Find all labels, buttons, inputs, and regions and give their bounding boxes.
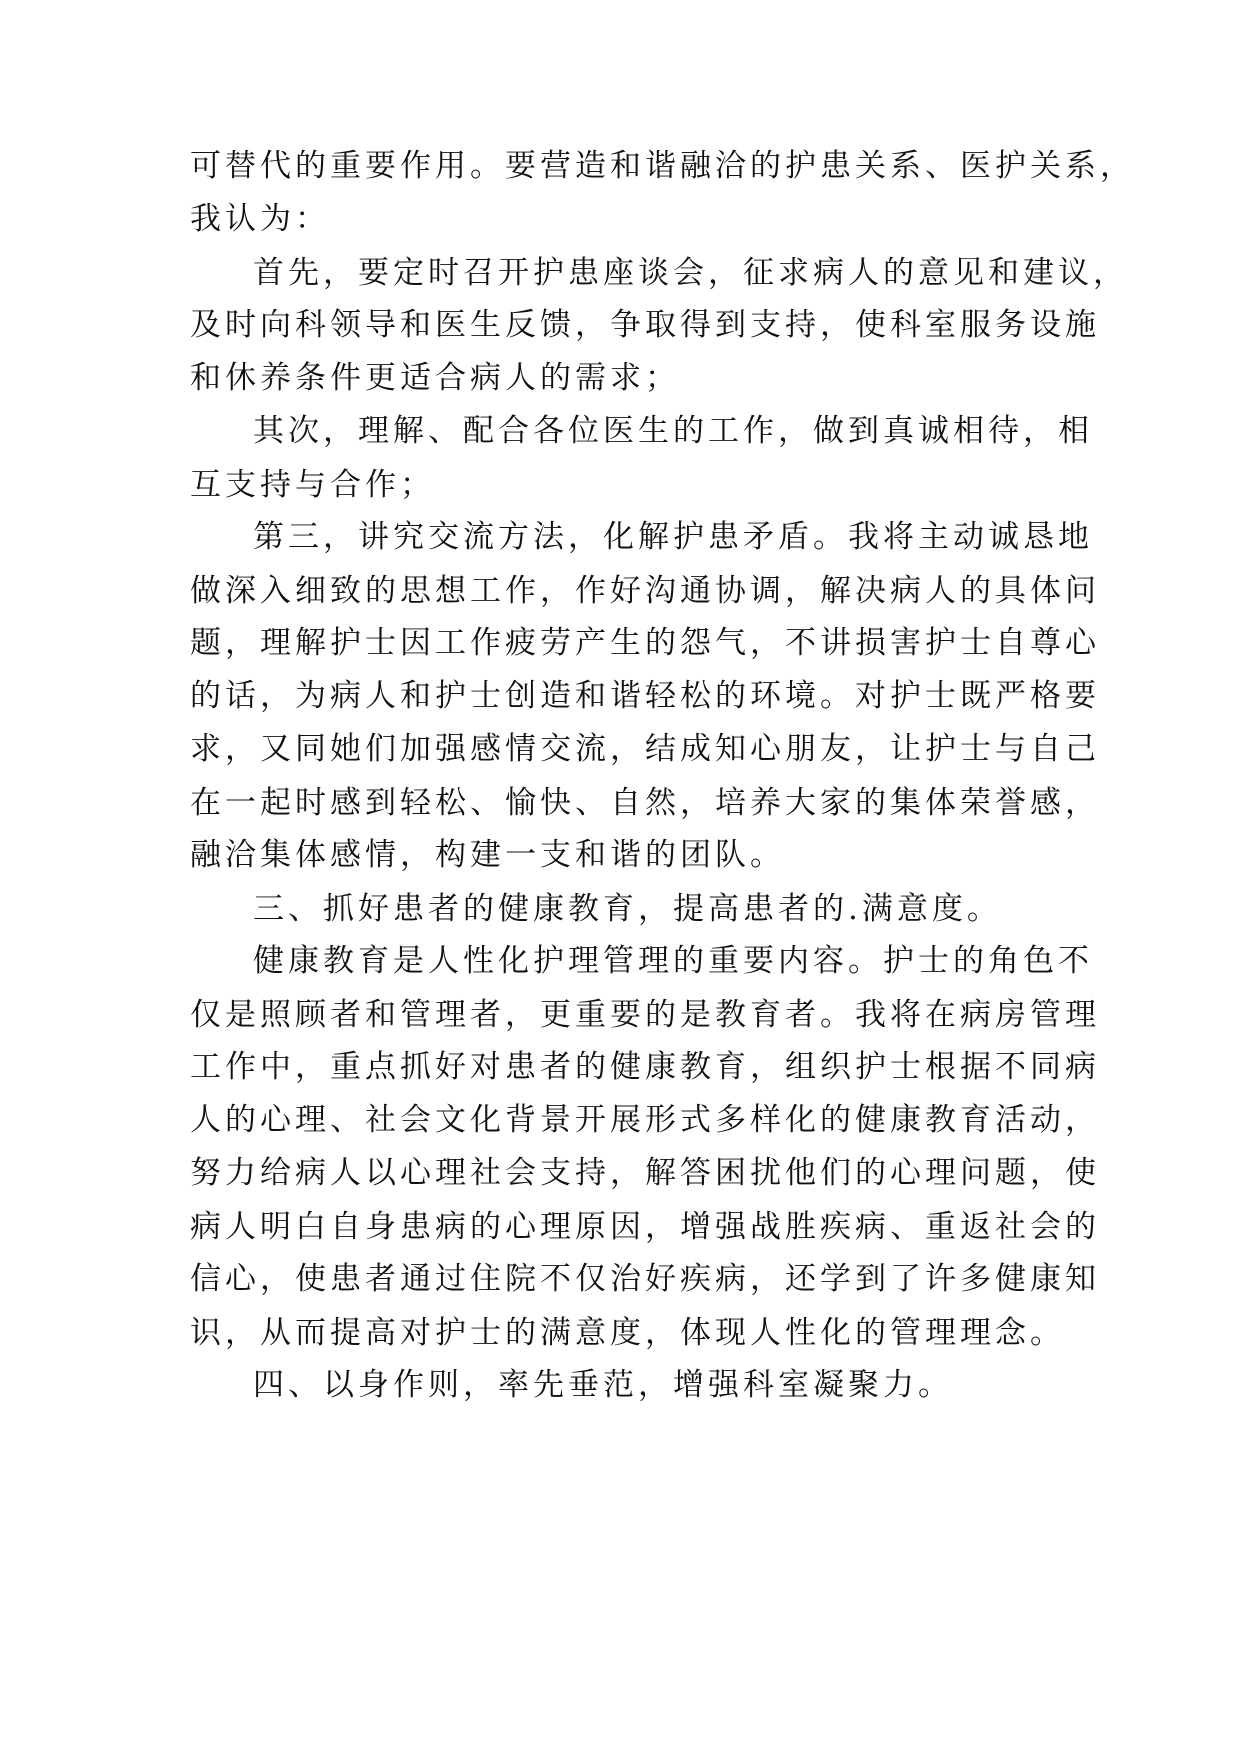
text-line: 识，从而提高对护士的满意度，体现人性化的管理理念。 [190,1315,1065,1351]
text-line: 努力给病人以心理社会支持，解答困扰他们的心理问题，使 [190,1155,1100,1191]
text-line: 病人明白自身患病的心理原因，增强战胜疾病、重返社会的 [190,1209,1100,1245]
text-line: 题，理解护士因工作疲劳产生的怨气，不讲损害护士自尊心 [190,625,1100,661]
text-line: 融洽集体感情，构建一支和谐的团队。 [190,837,785,873]
text-line: 求，又同她们加强感情交流，结成知心朋友，让护士与自己 [190,731,1100,767]
section-heading: 三、抓好患者的健康教育，提高患者的.满意度。 [253,891,1002,927]
paragraph-first-line: 首先，要定时召开护患座谈会，征求病人的意见和建议， [253,255,1128,291]
text-line: 人的心理、社会文化背景开展形式多样化的健康教育活动， [190,1102,1100,1138]
section-heading: 四、以身作则，率先垂范，增强科室凝聚力。 [253,1367,953,1403]
text-line: 仅是照顾者和管理者，更重要的是教育者。我将在病房管理 [190,997,1100,1033]
paragraph-first-line: 第三，讲究交流方法，化解护患矛盾。我将主动诚恳地 [253,519,1093,555]
text-line: 在一起时感到轻松、愉快、自然，培养大家的集体荣誉感， [190,785,1100,821]
paragraph-first-line: 健康教育是人性化护理管理的重要内容。护士的角色不 [253,943,1093,979]
text-line: 工作中，重点抓好对患者的健康教育，组织护士根据不同病 [190,1049,1100,1085]
text-line: 和休养条件更适合病人的需求； [190,360,680,396]
text-line: 及时向科领导和医生反馈，争取得到支持，使科室服务设施 [190,307,1100,343]
text-line: 做深入细致的思想工作，作好沟通协调，解决病人的具体问 [190,573,1100,609]
text-line: 可替代的重要作用。要营造和谐融洽的护患关系、医护关系， [190,148,1135,184]
text-line: 的话，为病人和护士创造和谐轻松的环境。对护士既严格要 [190,678,1100,714]
text-line: 信心，使患者通过住院不仅治好疾病，还学到了许多健康知 [190,1261,1100,1297]
text-line: 我认为： [190,201,330,237]
paragraph-first-line: 其次，理解、配合各位医生的工作，做到真诚相待，相 [253,413,1093,449]
text-line: 互支持与合作； [190,467,435,503]
